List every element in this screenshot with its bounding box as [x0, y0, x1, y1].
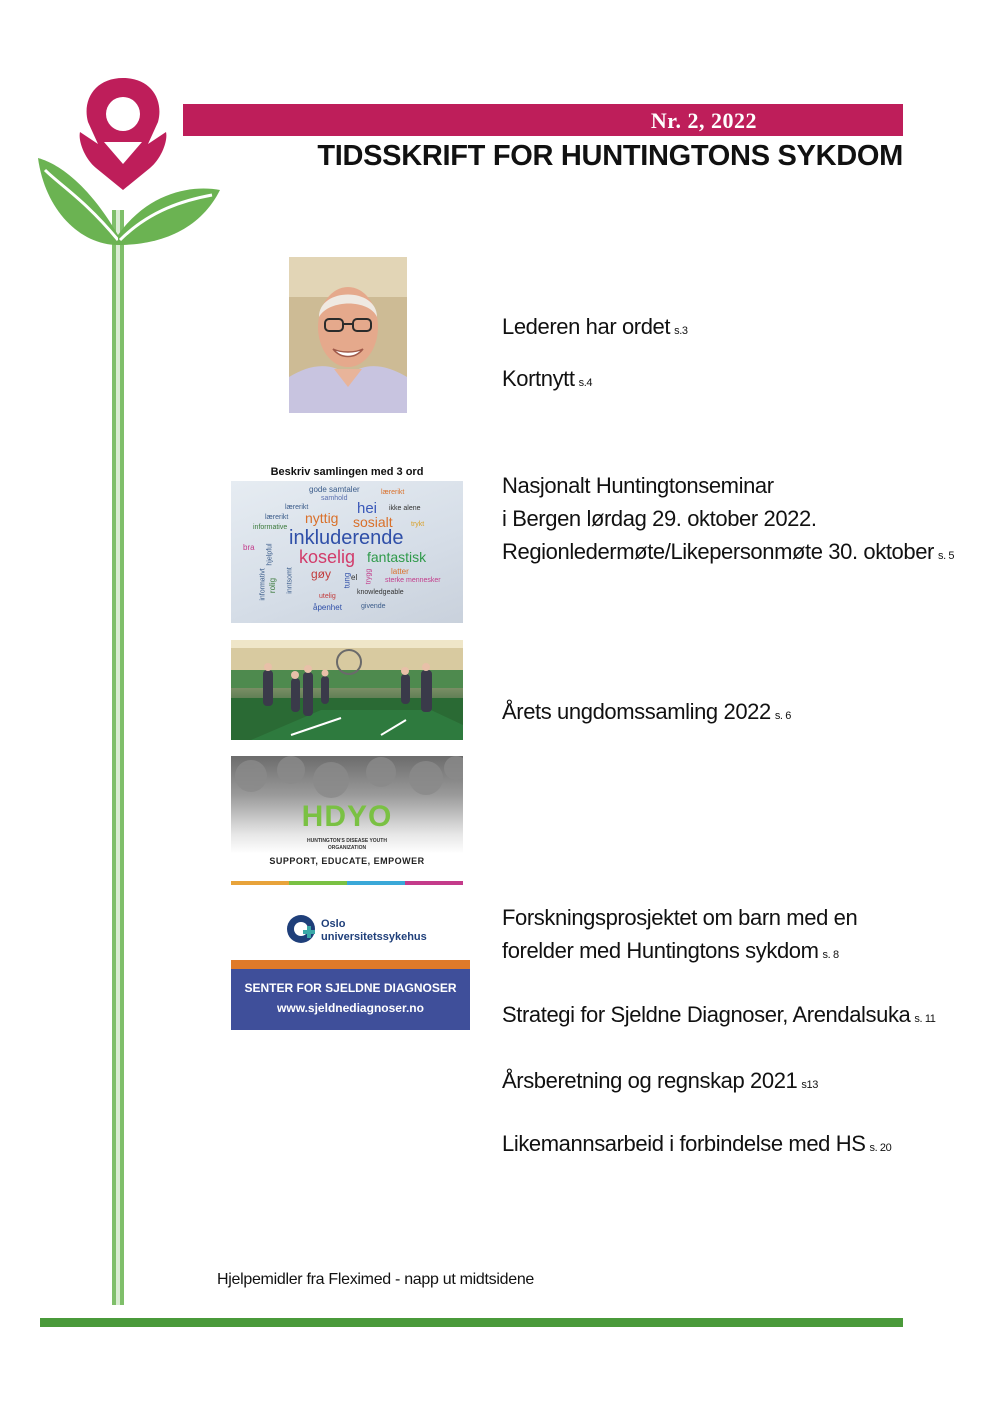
toc-entry-arsberetning[interactable] — [502, 1064, 818, 1102]
toc-text: Årsberetning og regnskap 2021 — [502, 1068, 798, 1093]
word: informative — [253, 524, 288, 531]
portrait-illustration — [289, 257, 407, 413]
word: gode samtaler — [309, 485, 360, 494]
toc-text: Årets ungdomssamling 2022 — [502, 699, 771, 724]
toc-text-line: forelder med Huntingtons sykdom — [502, 938, 819, 963]
toc-page: s. 5 — [938, 550, 955, 562]
word: latter — [391, 567, 409, 576]
toc-text: Likemannsarbeid i forbindelse med HS — [502, 1131, 866, 1156]
toc-text: Strategi for Sjeldne Diagnoser, Arendalsuka — [502, 1002, 911, 1027]
word: fantastisk — [367, 549, 427, 565]
toc-entry-lederen[interactable] — [502, 310, 688, 348]
word: hei — [357, 500, 378, 517]
toc-text-line: i Bergen lørdag 29. oktober 2022. — [502, 506, 817, 531]
toc-entry-seminar[interactable] — [502, 469, 954, 573]
toc-page: s. 6 — [774, 710, 791, 722]
toc-entry-strategi[interactable] — [502, 998, 935, 1036]
word: trygg — [365, 568, 373, 585]
word: el — [351, 573, 358, 582]
sjeldne-title: SENTER FOR SJELDNE DIAGNOSER — [244, 981, 457, 995]
hdyo-banner — [231, 756, 463, 886]
toc-text: Lederen har ordet — [502, 314, 671, 339]
word: inntsomt — [286, 567, 294, 594]
word: nyttig — [305, 510, 339, 526]
flower-head-shape — [80, 78, 167, 190]
toc-entry-ungdomssamling[interactable] — [502, 695, 791, 733]
wordcloud-image — [231, 481, 463, 623]
wordcloud-caption: Beskriv samlingen med 3 ord — [270, 466, 424, 478]
word: inkluderende — [289, 527, 404, 549]
word: sosialt — [353, 514, 393, 530]
word: knowledgeable — [357, 589, 404, 596]
toc-text-line: Regionledermøte/Likepersonmøte 30. oktober — [502, 539, 934, 564]
word: sterke mennesker — [385, 577, 441, 584]
oslo-cross-icon — [285, 912, 317, 946]
word: rolig — [268, 577, 278, 594]
toc-page: s.3 — [674, 325, 688, 337]
magazine-title: TIDSSKRIFT FOR HUNTINGTONS SYKDOM — [317, 140, 903, 172]
word: givende — [361, 603, 386, 610]
word: gøy — [311, 567, 332, 581]
sjeldne-url[interactable]: www.sjeldnediagnoser.no — [277, 1001, 424, 1015]
footer-note: Hjelpemidler fra Fleximed - napp ut midtsidene — [217, 1271, 535, 1288]
hdyo-logo: HDYO — [301, 800, 393, 833]
toc-page: s. 20 — [869, 1142, 892, 1154]
word: samhold — [321, 495, 348, 502]
chairman-photo — [289, 257, 407, 413]
toc-text-line: Nasjonalt Huntingtonseminar — [502, 473, 774, 498]
word: hjelpful — [266, 543, 274, 566]
word: trykt — [411, 521, 425, 528]
sjeldne-diagnoser-banner — [231, 969, 470, 1030]
toc-entry-forskning[interactable] — [502, 901, 857, 972]
header-bar — [183, 104, 903, 136]
footer-divider — [40, 1318, 903, 1327]
word: informativt — [259, 568, 267, 601]
oslo-name-line1: Oslo — [321, 918, 346, 930]
toc-entry-kortnytt[interactable] — [502, 362, 592, 400]
word: bra — [243, 543, 255, 552]
oslo-name-line2: universitetssykehus — [321, 931, 427, 943]
word: koselig — [299, 547, 356, 567]
toc-page: s. 8 — [822, 949, 839, 961]
word: utelig — [319, 593, 336, 600]
word: lærerikt — [381, 489, 405, 496]
sjeldne-orange-strip — [231, 960, 470, 969]
toc-page: s13 — [801, 1079, 818, 1091]
youth-gathering-photo — [231, 640, 463, 740]
word: ikke alene — [389, 505, 421, 512]
toc-text-line: Forskningsprosjektet om barn med en — [502, 905, 858, 930]
hdyo-slogan: SUPPORT, EDUCATE, EMPOWER — [269, 856, 425, 866]
word: åpenhet — [313, 603, 342, 612]
issue-number: Nr. 2, 2022 — [650, 108, 757, 133]
toc-text: Kortnytt — [502, 366, 575, 391]
flower-logo — [0, 60, 240, 1310]
hdyo-org-name: HUNTINGTON'S DISEASE YOUTH ORGANIZATION — [307, 838, 387, 851]
toc-entry-likemann[interactable] — [502, 1127, 891, 1165]
toc-page: s.4 — [578, 377, 593, 389]
hall-illustration — [231, 640, 463, 740]
word: lærerikt — [265, 514, 289, 521]
toc-page: s. 11 — [914, 1013, 936, 1025]
word: lærerikt — [285, 504, 309, 511]
word: tung — [342, 572, 352, 589]
oslo-universitetssykehus-logo — [285, 912, 455, 952]
